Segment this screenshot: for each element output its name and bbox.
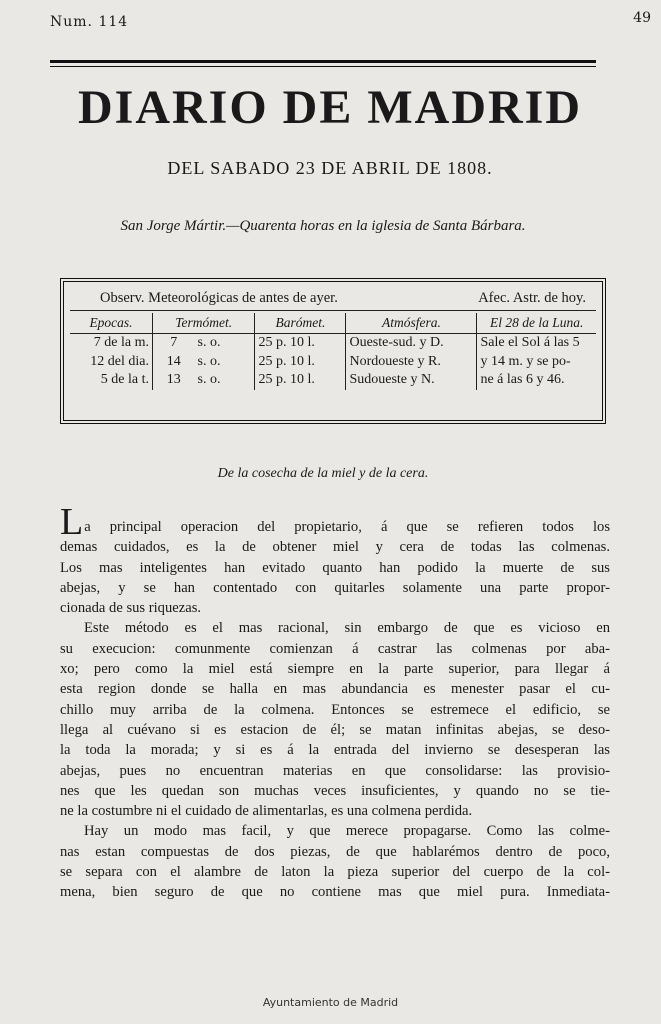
issue-date: DEL SABADO 23 DE ABRIL DE 1808. [167, 158, 493, 178]
article-line: Los mas inteligentes han evitado quanto han podido la muerte de sus [60, 559, 610, 576]
article-line: demas cuidados, es la de obtener miel y cera de todas las colmenas. [60, 539, 610, 556]
article-line: Hay un modo mas facil, y que merece propagarse. Como las colme- [84, 823, 610, 840]
archive-credit: Ayuntamiento de Madrid [262, 996, 399, 1009]
table-row [70, 334, 596, 353]
cell-temp-unit: s. o. [197, 335, 221, 350]
cell-temp-unit: s. o. [197, 353, 221, 369]
article-line: cionada de sus riquezas. [60, 600, 202, 617]
weather-heading-left: Observ. Meteorológicas de antes de ayer. [100, 290, 338, 306]
cell-epoca: 7 de la m. [93, 335, 149, 350]
cell-temp: 14 [153, 353, 195, 372]
col-luna: El 28 de la Luna. [477, 313, 596, 334]
saints-line: San Jorge Mártir.—Quarenta horas en la iglesia de Santa Bárbara. [120, 218, 526, 234]
article-line: la toda la morada; y si es á la entrada del invierno se desesperan las [60, 742, 610, 759]
article-line-text: a principal operacion del propietario, á que se refieren todos los [84, 519, 610, 535]
cell-baro: 25 p. 10 l. [255, 353, 346, 372]
cell-luna: Sale el Sol á las 5 [477, 334, 596, 353]
article-line: se separa con el alambre de laton la pieza superior del cuerpo de la col- [60, 864, 610, 881]
cell-atm: Nordoueste y R. [346, 353, 477, 372]
cell-atm: Sudoueste y N. [346, 371, 477, 390]
article-line: xo; pero como la miel está siempre en la parte superior, para llegar á [60, 661, 610, 678]
cell-temp: 13 [153, 371, 195, 390]
header-rule-thin [50, 66, 596, 67]
drop-cap: L [60, 501, 84, 543]
weather-heading-right: Afec. Astr. de hoy. [478, 290, 586, 306]
weather-table-box [60, 278, 606, 424]
article-line [60, 501, 610, 543]
cell-luna: ne á las 6 y 46. [477, 371, 596, 390]
article-line: esta region donde se halla en mas abundancia es menester pasar el cu- [60, 681, 610, 698]
article-line: mena, bien seguro de que no contiene mas que miel pura. Inmediata- [60, 884, 610, 901]
article-line: nes que les quedan son muchas veces insuficientes, y quando no se tie- [60, 782, 610, 799]
article-line: abejas, y se han contentado con quitarles solamente una parte propor- [60, 579, 610, 596]
weather-table-heading [70, 286, 596, 311]
article-line: nas estan compuestas de dos piezas, de que hablarémos dentro de poco, [60, 843, 610, 860]
page-number: 49 [633, 10, 651, 26]
masthead-title: DIARIO DE MADRID [77, 81, 582, 134]
cell-baro: 25 p. 10 l. [255, 334, 346, 353]
col-barometro: Barómet. [255, 313, 346, 334]
table-row [70, 353, 596, 372]
article-line: chillo muy arriba de la colmena. Entonces se estremece el edificio, se [60, 701, 610, 718]
cell-baro: 25 p. 10 l. [255, 371, 346, 390]
article-line: ne la costumbre ni el cuidado de alimentarlas, es una colmena perdida. [60, 803, 473, 820]
article-title: De la cosecha de la miel y de la cera. [217, 466, 429, 481]
header-rule [50, 60, 596, 63]
article-line: su execucion: comunmente comienzan á castrar las colmenas por aba- [60, 640, 610, 657]
col-atmosfera: Atmósfera. [346, 313, 477, 334]
article-body [60, 501, 610, 903]
cell-epoca: 5 de la t. [100, 372, 149, 387]
article-line: abejas, pues no encuentran materias en que consolidarse: las provisio- [60, 762, 610, 779]
cell-atm: Oueste-sud. y D. [346, 334, 477, 353]
table-row [70, 371, 596, 390]
cell-luna: y 14 m. y se po- [477, 353, 596, 372]
weather-table [70, 313, 596, 390]
cell-temp-unit: s. o. [197, 372, 221, 387]
col-termometro: Termómet. [153, 313, 255, 334]
article-line: Este método es el mas racional, sin embargo de que es vicioso en [84, 620, 610, 637]
cell-temp: 7 [153, 334, 195, 353]
col-epocas: Epocas. [70, 313, 153, 334]
issue-number: Num. 114 [50, 14, 129, 30]
cell-epoca: 12 del dia. [90, 353, 149, 369]
article-line: llega al cuévano si es estacion de él; se matan infinitas abejas, se deso- [60, 721, 610, 738]
